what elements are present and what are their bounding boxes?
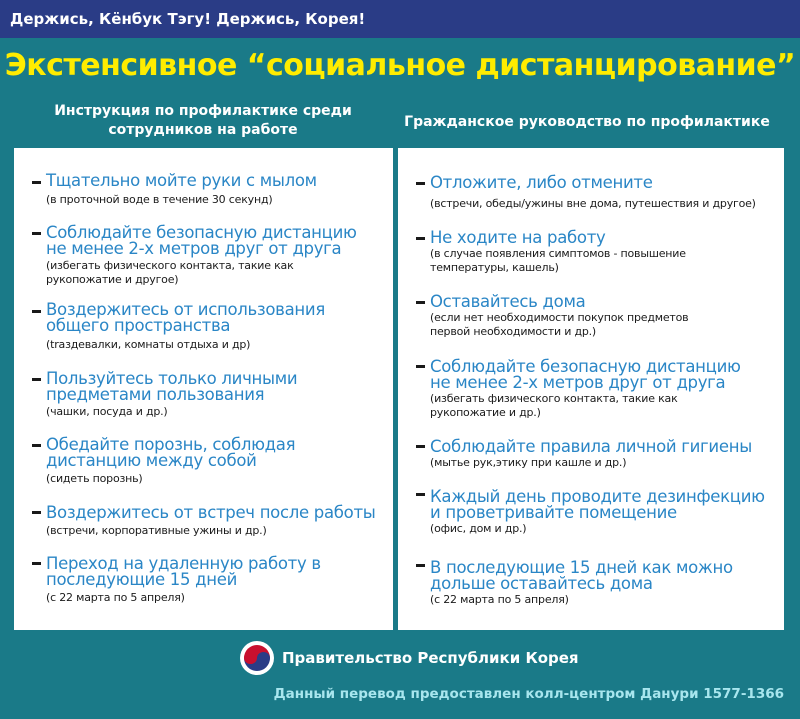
- dash-bullet-icon: [32, 511, 41, 514]
- item-note-line: (если нет необходимости покупок предметов: [430, 311, 689, 324]
- item-note-line: рукопожатие и др.): [430, 406, 541, 419]
- item-title-line: Соблюдайте правила личной гигиены: [430, 437, 752, 456]
- slogan-bar: [0, 0, 800, 38]
- government-credit: [240, 641, 580, 675]
- korea-emblem-icon: [240, 641, 274, 675]
- dash-bullet-icon: [416, 445, 425, 448]
- item-note-line: (с 22 марта по 5 апреля): [46, 591, 185, 604]
- dash-bullet-icon: [416, 301, 425, 304]
- dash-bullet-icon: [416, 493, 425, 496]
- dash-bullet-icon: [416, 182, 425, 185]
- item-note-line: температуры, кашель): [430, 261, 559, 274]
- item-note-line: (в проточной воде в течение 30 секунд): [46, 193, 273, 206]
- item-title-line: предметами пользования: [46, 385, 265, 404]
- item-title-line: Пользуйтесь только личными: [46, 369, 298, 388]
- item-note-line: (встречи, корпоративные ужины и др.): [46, 524, 267, 537]
- government-name: Правительство Республики Корея: [282, 649, 579, 667]
- item-title-line: Тщательно мойте руки с мылом: [46, 171, 317, 190]
- dash-bullet-icon: [416, 564, 425, 567]
- page-title: Экстенсивное “социальное дистанцирование”: [4, 48, 796, 83]
- item-title-line: Каждый день проводите дезинфекцию: [430, 487, 765, 506]
- item-note-line: (в случае появления симптомов - повышение: [430, 247, 686, 260]
- item-note-line: (офис, дом и др.): [430, 522, 527, 535]
- dash-bullet-icon: [32, 444, 41, 447]
- dash-bullet-icon: [32, 562, 41, 565]
- dash-bullet-icon: [416, 237, 425, 240]
- item-title-line: не менее 2-х метров друг от друга: [430, 373, 726, 392]
- item-title-line: Воздержитесь от использования: [46, 300, 325, 319]
- left-heading-line: сотрудников на работе: [108, 122, 298, 138]
- slogan-text: Держись, Кёнбук Тэгу! Держись, Корея!: [10, 10, 366, 28]
- dash-bullet-icon: [32, 181, 41, 184]
- item-title-line: Отложите, либо отмените: [430, 173, 653, 192]
- item-title-line: не менее 2-х метров друг от друга: [46, 239, 342, 258]
- left-instruction-card: [14, 148, 393, 630]
- item-title-line: Переход на удаленную работу в: [46, 554, 321, 573]
- item-title-line: общего пространства: [46, 316, 231, 335]
- item-title-line: дольше оставайтесь дома: [430, 574, 653, 593]
- dash-bullet-icon: [32, 310, 41, 313]
- right-column-heading: Гражданское руководство по профилактике: [404, 114, 770, 130]
- item-note-line: рукопожатие и другое): [46, 273, 179, 286]
- item-note-line: первой необходимости и др.): [430, 325, 597, 338]
- item-title-line: В последующие 15 дней как можно: [430, 558, 733, 577]
- right-instruction-card: [398, 148, 784, 630]
- item-note-line: (встречи, обеды/ужины вне дома, путешествия и другое): [430, 197, 756, 210]
- translation-credit: Данный перевод предоставлен колл-центром Данури 1577-1366: [273, 686, 784, 702]
- item-title-line: Воздержитесь от встреч после работы: [46, 503, 376, 522]
- item-title-line: Обедайте порознь, соблюдая: [46, 435, 296, 454]
- item-note-line: (мытье рук,этику при кашле и др.): [430, 456, 627, 469]
- item-note-line: (traздевалки, комнаты отдыха и др): [46, 338, 251, 351]
- item-title-line: дистанцию между собой: [46, 451, 257, 470]
- left-column-heading: [14, 102, 392, 140]
- item-note-line: (сидеть порознь): [46, 472, 143, 485]
- item-note-line: (с 22 марта по 5 апреля): [430, 593, 569, 606]
- item-title-line: Не ходите на работу: [430, 228, 606, 247]
- item-title-line: последующие 15 дней: [46, 570, 237, 589]
- dash-bullet-icon: [416, 365, 425, 368]
- item-title-line: и проветривайте помещение: [430, 503, 677, 522]
- dash-bullet-icon: [32, 378, 41, 381]
- item-note-line: (чашки, посуда и др.): [46, 405, 168, 418]
- item-title-line: Соблюдайте безопасную дистанцию: [46, 223, 357, 242]
- item-title-line: Соблюдайте безопасную дистанцию: [430, 357, 741, 376]
- item-note-line: (избегать физического контакта, такие как: [46, 259, 294, 272]
- item-note-line: (избегать физического контакта, такие как: [430, 392, 678, 405]
- item-title-line: Оставайтесь дома: [430, 292, 586, 311]
- dash-bullet-icon: [32, 232, 41, 235]
- left-heading-line: Инструкция по профилактике среди: [54, 103, 352, 119]
